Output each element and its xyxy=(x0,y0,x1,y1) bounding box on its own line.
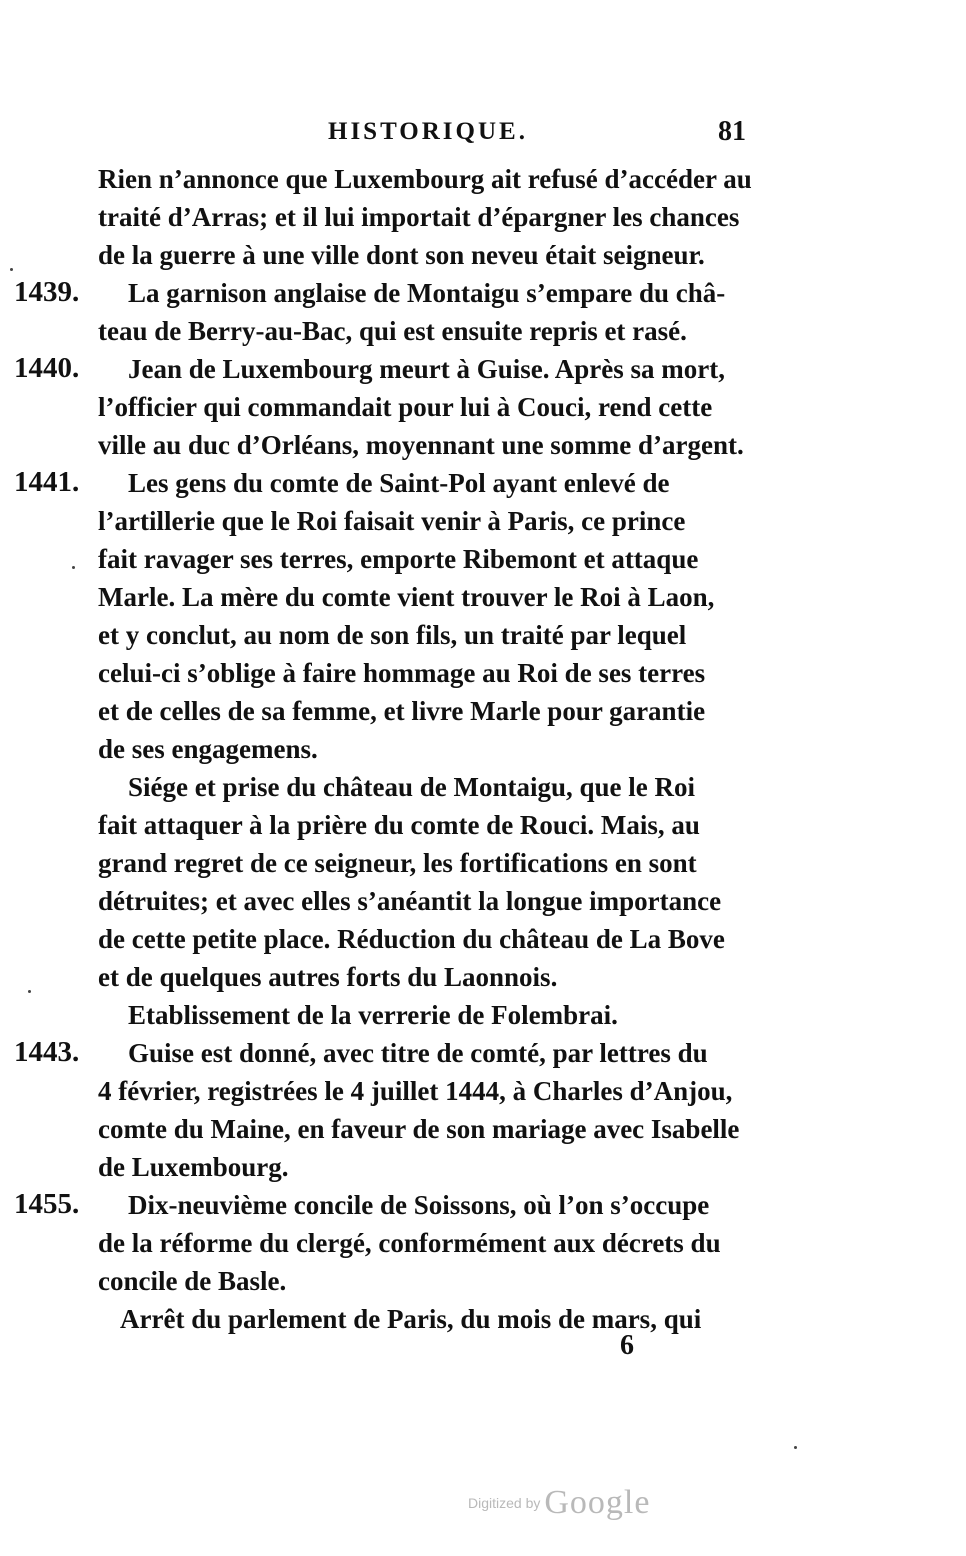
text-line: de ses engagemens. xyxy=(98,734,318,764)
scan-speck xyxy=(794,1446,797,1449)
text-line: Jean de Luxembourg meurt à Guise. Après sa mort, xyxy=(128,354,725,384)
text-line: concile de Basle. xyxy=(98,1266,287,1296)
watermark-prefix: Digitized by xyxy=(468,1495,541,1511)
year-marker: 1440. xyxy=(14,352,80,384)
text-line: ville au duc d’Orléans, moyennant une somme d’argent. xyxy=(98,430,744,460)
text-line: Rien n’annonce que Luxembourg ait refusé d’accéder au xyxy=(98,164,752,194)
running-title: HISTORIQUE. xyxy=(328,118,528,145)
year-marker: 1441. xyxy=(14,466,80,498)
text-line: détruites; et avec elles s’anéantit la longue importance xyxy=(98,886,722,916)
digitization-watermark xyxy=(468,1484,650,1524)
text-line: La garnison anglaise de Montaigu s’empare du châ- xyxy=(128,278,726,308)
scan-speck xyxy=(10,268,13,271)
year-marker: 1443. xyxy=(14,1036,80,1068)
text-line: et de celles de sa femme, et livre Marle pour garantie xyxy=(98,696,706,726)
page-number: 81 xyxy=(718,116,746,147)
year-marker: 1455. xyxy=(14,1188,80,1220)
text-line: l’officier qui commandait pour lui à Couci, rend cette xyxy=(98,392,713,422)
signature-mark: 6 xyxy=(620,1330,634,1361)
text-line: et de quelques autres forts du Laonnois. xyxy=(98,962,558,992)
text-line: Etablissement de la verrerie de Folembrai. xyxy=(128,1000,618,1030)
text-line: l’artillerie que le Roi faisait venir à Paris, ce prince xyxy=(98,506,686,536)
text-line: de la réforme du clergé, conformément aux décrets du xyxy=(98,1228,721,1258)
text-line: de Luxembourg. xyxy=(98,1152,289,1182)
text-line: celui-ci s’oblige à faire hommage au Roi de ses terres xyxy=(98,658,706,688)
text-line: fait ravager ses terres, emporte Ribemont et attaque xyxy=(98,544,699,574)
page-header xyxy=(0,112,966,152)
text-line: 4 février, registrées le 4 juillet 1444, à Charles d’Anjou, xyxy=(98,1076,733,1106)
text-line: Marle. La mère du comte vient trouver le Roi à Laon, xyxy=(98,582,715,612)
text-line: Dix-neuvième concile de Soissons, où l’on s’occupe xyxy=(128,1190,710,1220)
scan-speck xyxy=(72,566,75,569)
text-line: fait attaquer à la prière du comte de Rouci. Mais, au xyxy=(98,810,700,840)
text-line: de cette petite place. Réduction du château de La Bove xyxy=(98,924,725,954)
text-line: et y conclut, au nom de son fils, un traité par lequel xyxy=(98,620,687,650)
scan-speck xyxy=(28,990,31,993)
text-line: Arrêt du parlement de Paris, du mois de mars, qui xyxy=(120,1304,702,1334)
text-line: de la guerre à une ville dont son neveu était seigneur. xyxy=(98,240,705,270)
year-marker: 1439. xyxy=(14,276,80,308)
text-line: Guise est donné, avec titre de comté, par lettres du xyxy=(128,1038,708,1068)
text-line: teau de Berry-au-Bac, qui est ensuite repris et rasé. xyxy=(98,316,687,346)
text-line: Siége et prise du château de Montaigu, que le Roi xyxy=(128,772,695,802)
text-line: traité d’Arras; et il lui importait d’épargner les chances xyxy=(98,202,740,232)
watermark-brand: Google xyxy=(544,1484,651,1521)
text-line: comte du Maine, en faveur de son mariage avec Isabelle xyxy=(98,1114,740,1144)
text-line: grand regret de ce seigneur, les fortifications en sont xyxy=(98,848,697,878)
text-line: Les gens du comte de Saint-Pol ayant enlevé de xyxy=(128,468,670,498)
